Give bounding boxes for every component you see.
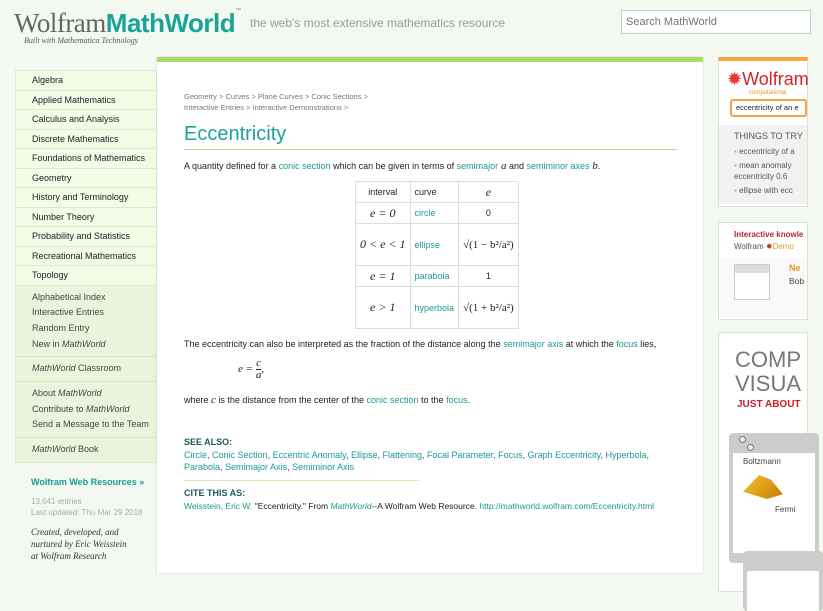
link-parabola[interactable]: parabola <box>414 271 450 281</box>
see-also-link[interactable]: Semimajor Axis <box>225 462 288 472</box>
breadcrumb-link[interactable]: Interactive Demonstrations <box>252 102 342 112</box>
formula-hyperbola: √(1 + b²/a²) <box>463 301 514 314</box>
sidebar-item-algebra[interactable]: Algebra <box>16 71 156 91</box>
paragraph-3: where c is the distance from the center of the conic section to the focus. <box>184 394 471 406</box>
table-row: e > 1 hyperbola √(1 + b²/a²) <box>356 287 519 329</box>
see-also-link[interactable]: Eccentric Anomaly <box>272 450 346 460</box>
wolfram-web-resources-link[interactable]: Wolfram Web Resources » <box>31 477 145 487</box>
try-item[interactable]: ▪ mean anomaly eccentricity 0.6 <box>734 161 792 181</box>
wolfram-star-icon: ✹ <box>727 69 743 89</box>
search-input[interactable] <box>621 10 811 34</box>
see-also-link[interactable]: Semiminor Axis <box>292 462 355 472</box>
sidebar-item-geometry[interactable]: Geometry <box>16 169 156 189</box>
see-also-heading: SEE ALSO: <box>184 437 233 447</box>
table-row: e = 0 circle 0 <box>356 203 519 224</box>
link-conic-section-2[interactable]: conic section <box>366 395 419 405</box>
nav-classroom[interactable]: MathWorld Classroom <box>32 363 122 374</box>
see-also-link[interactable]: Graph Eccentricity <box>527 450 601 460</box>
credits: Created, developed, and nurtured by Eric Weisstein at Wolfram Research <box>31 527 127 561</box>
breadcrumb-separator: > <box>361 92 368 101</box>
mathworld-logo[interactable]: WolframMathWorld™ Built with Mathematica Technology <box>14 8 242 45</box>
link-url[interactable]: http://mathworld.wolfram.com/Eccentricity.html <box>479 501 655 511</box>
link-semimajor[interactable]: semimajor <box>456 161 499 171</box>
link-focus[interactable]: focus <box>616 339 638 349</box>
breadcrumb-link[interactable]: Geometry <box>184 92 217 101</box>
intro-paragraph: A quantity defined for a conic section which can be given in terms of semimajor a and semiminor axes b. <box>184 160 601 172</box>
link-circle[interactable]: circle <box>414 208 436 218</box>
surface-plot <box>743 475 783 499</box>
wolfram-alpha-widget: ✹Wolfram computational eccentricity of an e THINGS TO TRY ▪ eccentricity of a ▪ mean anomaly eccentricity 0.6 ▪ ellipse with ecc <box>718 57 808 207</box>
see-also-link[interactable]: Parabola <box>184 462 221 472</box>
breadcrumb-link[interactable]: Curves <box>225 92 250 101</box>
tagline: the web's most extensive mathematics resource <box>250 16 506 30</box>
demo-author: Bob <box>789 276 805 286</box>
link-ellipse[interactable]: ellipse <box>414 239 441 250</box>
see-also-list: Circle, Conic Section, Eccentric Anomaly, Ellipse, Flattening, Focal Parameter, Focus, Graph Eccentricity, Hyperbola, Parabola, Semimajor Axis, Semiminor Axis <box>184 450 650 472</box>
nav-new-in-mathworld[interactable]: New in MathWorld <box>32 338 106 349</box>
sidebar-item-recreational-mathematics[interactable]: Recreational Mathematics <box>16 247 156 267</box>
see-also-link[interactable]: Conic Section <box>212 450 268 460</box>
see-also-link[interactable]: Circle <box>184 450 208 460</box>
see-also-link[interactable]: Ellipse <box>350 450 378 460</box>
breadcrumb-separator: > <box>302 92 312 101</box>
link-author[interactable]: Weisstein, Eric W. <box>184 501 253 511</box>
try-item[interactable]: ▪ ellipse with ecc <box>734 186 793 195</box>
alpha-query-input[interactable]: eccentricity of an e <box>730 99 807 117</box>
advertisement[interactable]: COMP VISUA JUST ABOUT Boltzmann Fermi <box>718 332 808 592</box>
divider <box>184 480 419 481</box>
nav-alphabetical-index[interactable]: Alphabetical Index <box>32 291 106 302</box>
table-row: 0 < e < 1 ellipse √(1 − b²/a²) <box>356 224 519 266</box>
sidebar-nav <box>15 70 157 463</box>
breadcrumb <box>184 92 368 113</box>
breadcrumb-link[interactable]: Plane Curves <box>257 92 303 101</box>
see-also-link[interactable]: Focus <box>498 450 523 460</box>
nav-random-entry[interactable]: Random Entry <box>32 322 90 333</box>
try-item[interactable]: ▪ eccentricity of a <box>734 147 795 156</box>
see-also-link[interactable]: Flattening <box>382 450 423 460</box>
sidebar-item-probability-and-statistics[interactable]: Probability and Statistics <box>16 227 156 247</box>
demo-thumbnail[interactable] <box>734 264 770 300</box>
demonstrations-widget: Interactive knowle Wolfram ✹Demo Ne Bob <box>718 222 808 320</box>
link-semiminor-axes[interactable]: semiminor axes <box>526 161 590 171</box>
page-title: Eccentricity <box>184 123 287 145</box>
slider-handle <box>747 444 754 451</box>
nav-book[interactable]: MathWorld Book <box>32 444 99 454</box>
link-focus-2[interactable]: focus <box>446 395 468 405</box>
formula-ellipse: √(1 − b²/a²) <box>463 238 514 251</box>
sidebar-item-calculus-and-analysis[interactable]: Calculus and Analysis <box>16 110 156 130</box>
resources-panel: Wolfram Web Resources » 13,641 entries Last updated: Thu Mar 29 2018 Created, developed, and nurtured by Eric Weisstein at Wolfram Research <box>31 477 145 561</box>
link-conic-section[interactable]: conic section <box>278 161 331 171</box>
sidebar-item-discrete-mathematics[interactable]: Discrete Mathematics <box>16 130 156 150</box>
sidebar-item-applied-mathematics[interactable]: Applied Mathematics <box>16 91 156 111</box>
breadcrumb-link[interactable]: Conic Sections <box>311 92 362 101</box>
nav-interactive-entries[interactable]: Interactive Entries <box>32 307 105 318</box>
link-hyperbola[interactable]: hyperbola <box>414 302 455 313</box>
see-also-link[interactable]: Focal Parameter <box>427 450 494 460</box>
table-row: e = 1 parabola 1 <box>356 266 519 287</box>
citation: Weisstein, Eric W. "Eccentricity." From MathWorld--A Wolfram Web Resource. http://mathworld.wolfram.com/Eccentricity.html <box>184 501 655 511</box>
sidebar-item-foundations-of-mathematics[interactable]: Foundations of Mathematics <box>16 149 156 169</box>
sidebar-item-topology[interactable]: Topology <box>16 266 156 286</box>
cite-heading: CITE THIS AS: <box>184 488 246 498</box>
nav-contribute[interactable]: Contribute to MathWorld <box>32 403 130 414</box>
breadcrumb-separator: > <box>244 102 253 112</box>
eccentricity-table: interval curve e e = 0 circle 0 0 < e < 1 ellipse √(1 − b²/a²) e = 1 parabola 1 e > 1 hyperbola √(1 + b²/a²) <box>355 181 519 329</box>
breadcrumb-separator: > <box>341 102 349 112</box>
slider-handle <box>739 436 746 443</box>
paragraph-2: The eccentricity can also be interpreted as the fraction of the distance along the semimajor axis at which the focus lies, <box>184 339 657 349</box>
sidebar-item-history-and-terminology[interactable]: History and Terminology <box>16 188 156 208</box>
breadcrumb-link[interactable]: Interactive Entries <box>184 102 245 112</box>
wolfram-alpha-logo[interactable]: ✹Wolfram <box>727 69 809 89</box>
see-also-link[interactable]: Hyperbola <box>605 450 647 460</box>
equation: e = $\frac{c}{a}$ , <box>238 357 265 381</box>
breadcrumb-separator: > <box>249 92 258 101</box>
link-semimajor-axis[interactable]: semimajor axis <box>503 339 564 349</box>
divider <box>184 149 677 150</box>
breadcrumb-separator: > <box>216 92 226 101</box>
sidebar-item-number-theory[interactable]: Number Theory <box>16 208 156 228</box>
nav-send-message[interactable]: Send a Message to the Team <box>32 419 149 430</box>
demonstrations-star-icon: ✹ <box>765 242 773 251</box>
nav-about[interactable]: About MathWorld <box>32 387 102 398</box>
